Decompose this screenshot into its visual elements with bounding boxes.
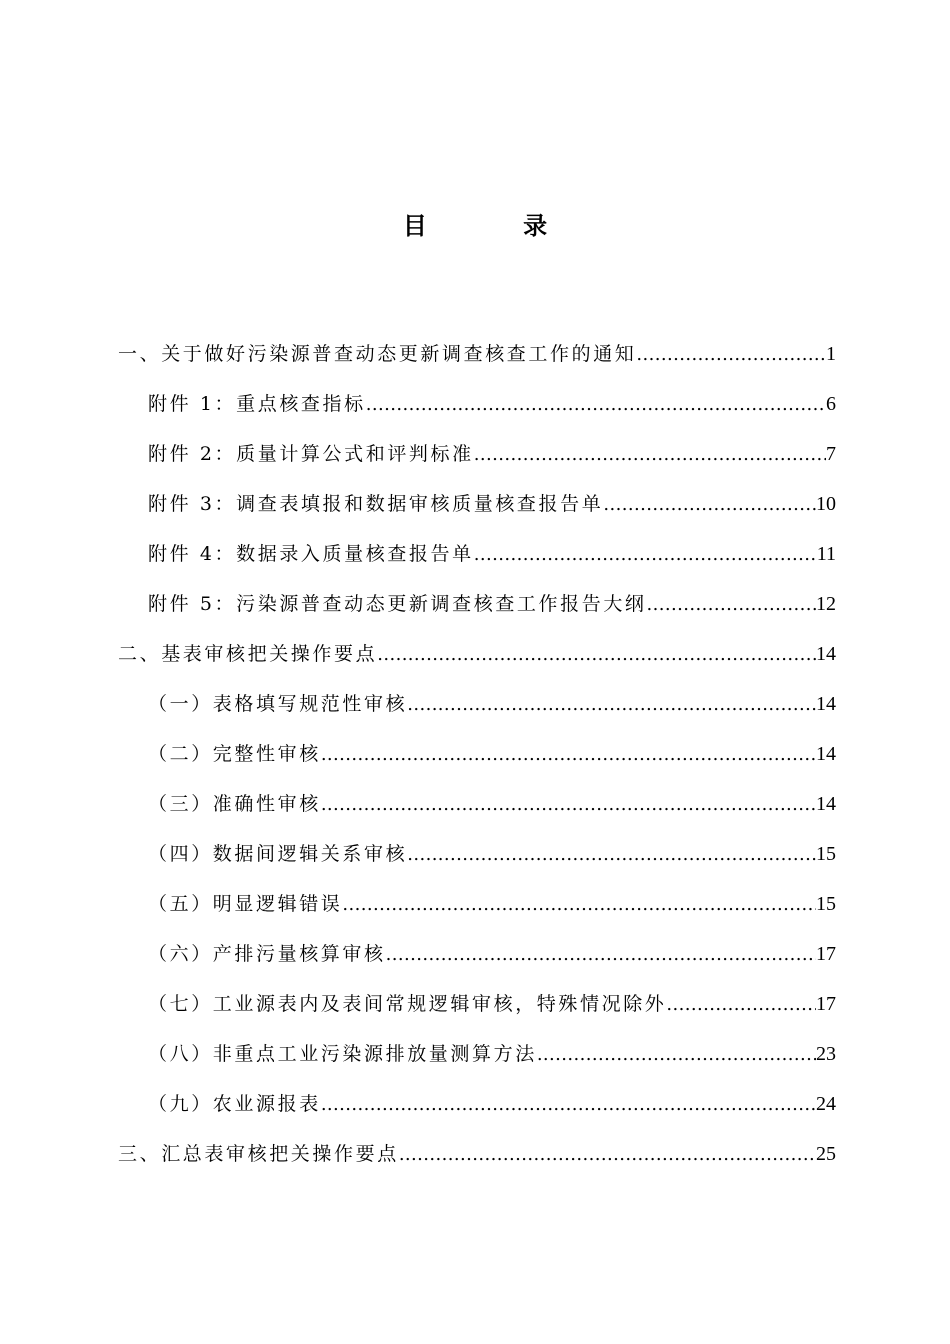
- toc-entry-text: （六）产排污量核算审核: [148, 943, 386, 965]
- toc-dot-leader: [342, 880, 816, 930]
- toc-page-number: 10: [816, 493, 836, 515]
- toc-entry[interactable]: [118, 429, 836, 479]
- toc-entry[interactable]: [118, 529, 836, 579]
- toc-page-number: 1: [826, 343, 836, 365]
- toc-page-number: 14: [816, 643, 836, 665]
- toc-dot-leader: [603, 480, 816, 530]
- toc-entry-text: （九）农业源报表: [148, 1093, 321, 1115]
- toc-dot-leader: [666, 980, 816, 1030]
- toc-page-number: 15: [816, 893, 836, 915]
- toc-dot-leader: [474, 430, 826, 480]
- toc-page-number: 23: [816, 1043, 836, 1065]
- toc-entry[interactable]: [118, 1129, 836, 1179]
- toc-page-number: 14: [816, 693, 836, 715]
- toc-entry[interactable]: [118, 629, 836, 679]
- toc-entry[interactable]: [118, 829, 836, 879]
- toc-page-number: 25: [816, 1143, 836, 1165]
- toc-entry-text: 附件 5：污染源普查动态更新调查核查工作报告大纲: [148, 593, 647, 615]
- toc-dot-leader: [636, 330, 826, 380]
- toc-dot-leader: [647, 580, 816, 630]
- toc-entry-text: （五）明显逻辑错误: [148, 893, 343, 915]
- toc-entry[interactable]: [118, 679, 836, 729]
- toc-entry-text: 三、汇总表审核把关操作要点: [118, 1143, 399, 1165]
- toc-dot-leader: [537, 1030, 816, 1080]
- toc-page-number: 14: [816, 743, 836, 765]
- toc-dot-leader: [399, 1130, 816, 1180]
- toc-entry-text: （一）表格填写规范性审核: [148, 693, 408, 715]
- toc-entry[interactable]: [118, 1029, 836, 1079]
- toc-dot-leader: [321, 1080, 816, 1130]
- toc-entry[interactable]: [118, 329, 836, 379]
- toc-dot-leader: [474, 530, 817, 580]
- toc-entry-text: 附件 1：重点核查指标: [148, 393, 366, 415]
- toc-dot-leader: [407, 830, 816, 880]
- toc-entry-text: 附件 3：调查表填报和数据审核质量核查报告单: [148, 493, 604, 515]
- toc-page-number: 6: [826, 393, 836, 415]
- toc-entry-text: 附件 2：质量计算公式和评判标准: [148, 443, 474, 465]
- toc-entry[interactable]: [118, 929, 836, 979]
- table-of-contents: [118, 329, 836, 1179]
- toc-dot-leader: [386, 930, 816, 980]
- toc-entry[interactable]: [118, 729, 836, 779]
- toc-dot-leader: [407, 680, 816, 730]
- toc-dot-leader: [377, 630, 816, 680]
- toc-entry-text: 二、基表审核把关操作要点: [118, 643, 378, 665]
- toc-title: 目 录: [402, 211, 592, 240]
- toc-entry-text: （三）准确性审核: [148, 793, 321, 815]
- toc-entry[interactable]: [118, 1079, 836, 1129]
- toc-page-number: 14: [816, 793, 836, 815]
- toc-dot-leader: [321, 780, 816, 830]
- toc-entry-text: （七）工业源表内及表间常规逻辑审核，特殊情况除外: [148, 993, 667, 1015]
- toc-entry[interactable]: [118, 879, 836, 929]
- toc-entry-text: （四）数据间逻辑关系审核: [148, 843, 408, 865]
- toc-entry[interactable]: [118, 479, 836, 529]
- toc-entry[interactable]: [118, 979, 836, 1029]
- toc-page-number: 15: [816, 843, 836, 865]
- toc-page-number: 24: [816, 1093, 836, 1115]
- toc-entry-text: （八）非重点工业污染源排放量测算方法: [148, 1043, 537, 1065]
- toc-entry-text: （二）完整性审核: [148, 743, 321, 765]
- toc-page-number: 11: [816, 543, 836, 565]
- toc-entry[interactable]: [118, 579, 836, 629]
- toc-dot-leader: [321, 730, 816, 780]
- toc-page-number: 17: [816, 943, 836, 965]
- toc-page-number: 7: [826, 443, 836, 465]
- toc-entry-text: 一、关于做好污染源普查动态更新调查核查工作的通知: [118, 343, 637, 365]
- toc-page-number: 12: [816, 593, 836, 615]
- toc-entry[interactable]: [118, 379, 836, 429]
- toc-dot-leader: [366, 380, 826, 430]
- toc-page-number: 17: [816, 993, 836, 1015]
- toc-entry-text: 附件 4：数据录入质量核查报告单: [148, 543, 474, 565]
- toc-entry[interactable]: [118, 779, 836, 829]
